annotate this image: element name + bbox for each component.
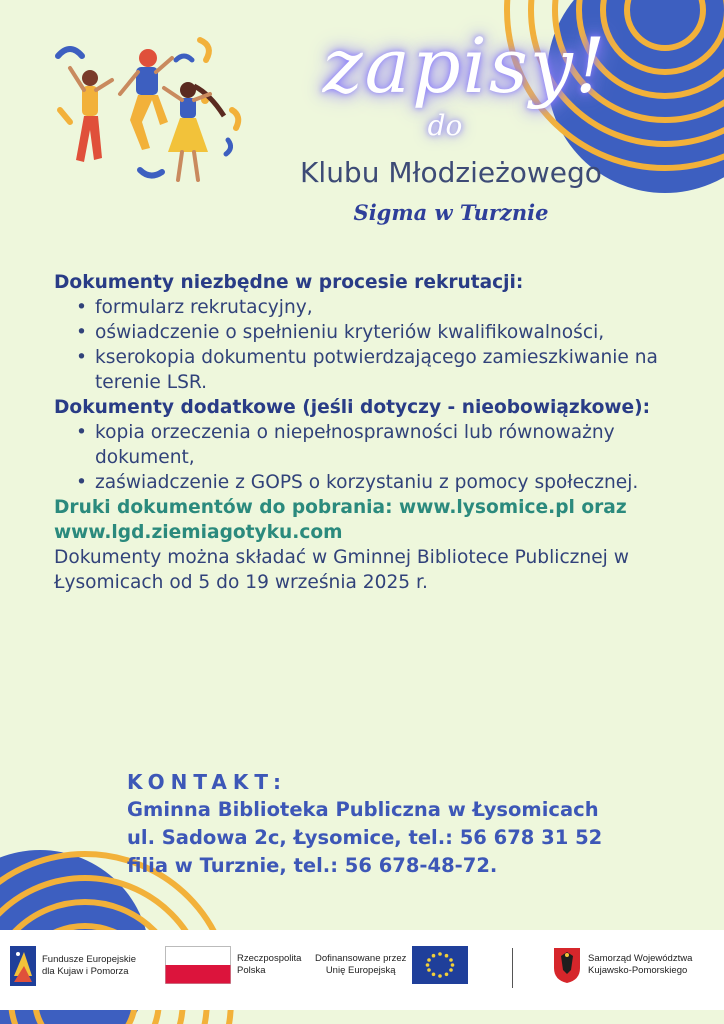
list-item: • oświadczenie o spełnieniu kryteriów kwalifikowalności,: [92, 320, 694, 345]
fe-logo-icon: [10, 946, 36, 986]
fe-logo: [10, 946, 136, 986]
rp-line2: Polska: [237, 965, 266, 976]
contact-line: Gminna Biblioteka Publiczna w Łysomicach: [127, 798, 599, 821]
required-docs-heading: Dokumenty niezbędne w procesie rekrutacji:: [54, 272, 524, 293]
list-item: • zaświadczenie z GOPS o korzystaniu z pomocy społecznej.: [92, 470, 694, 495]
contact-block: [127, 768, 707, 880]
list-item: • kserokopia dokumentu potwierdzającego zamieszkiwanie na terenie LSR.: [92, 345, 694, 395]
eu-line2: Unię Europejską: [325, 965, 396, 976]
sw-logo: [552, 946, 692, 984]
eu-line1: Dofinansowane przez: [315, 953, 407, 964]
contact-line: filia w Turznie, tel.: 56 678-48-72.: [127, 854, 498, 877]
additional-docs-list: [54, 420, 694, 495]
polish-flag-icon: [165, 946, 231, 984]
additional-docs-heading: Dokumenty dodatkowe (jeśli dotyczy - nieobowiązkowe):: [54, 397, 651, 418]
coat-of-arms-icon: [552, 946, 582, 984]
downloads-links[interactable]: Druki dokumentów do pobrania: www.lysomice.pl oraz www.lgd.ziemiagotyku.com: [54, 497, 627, 543]
footer-divider: [512, 948, 513, 988]
main-content: [54, 270, 694, 595]
sw-line1: Samorząd Województwa: [588, 953, 693, 964]
title-do: do: [427, 109, 463, 142]
title-club: Klubu Młodzieżowego: [300, 156, 602, 189]
contact-title: KONTAKT:: [127, 770, 287, 794]
list-item: • formularz rekrutacyjny,: [92, 295, 694, 320]
eu-flag-icon: [412, 946, 468, 984]
required-docs-list: [54, 295, 694, 395]
eu-logo: [315, 946, 468, 984]
rp-logo: [165, 946, 301, 984]
rp-line1: Rzeczpospolita: [237, 953, 302, 964]
list-item: • kopia orzeczenia o niepełnosprawności lub równoważny dokument,: [92, 420, 694, 470]
submission-info: Dokumenty można składać w Gminnej Bibliotece Publicznej w Łysomicach od 5 do 19 września 2025 r.: [54, 547, 629, 593]
fe-line2: dla Kujaw i Pomorza: [42, 966, 129, 977]
sw-line2: Kujawsko-Pomorskiego: [588, 965, 688, 976]
footer-logos: [0, 930, 724, 1010]
title-zapisy: zapisy!: [322, 21, 608, 110]
title-sigma: Sigma w Turznie: [353, 200, 549, 225]
contact-line: ul. Sadowa 2c, Łysomice, tel.: 56 678 31 52: [127, 826, 603, 849]
fe-line1: Fundusze Europejskie: [42, 954, 136, 965]
dancing-people-illustration: [60, 40, 250, 190]
